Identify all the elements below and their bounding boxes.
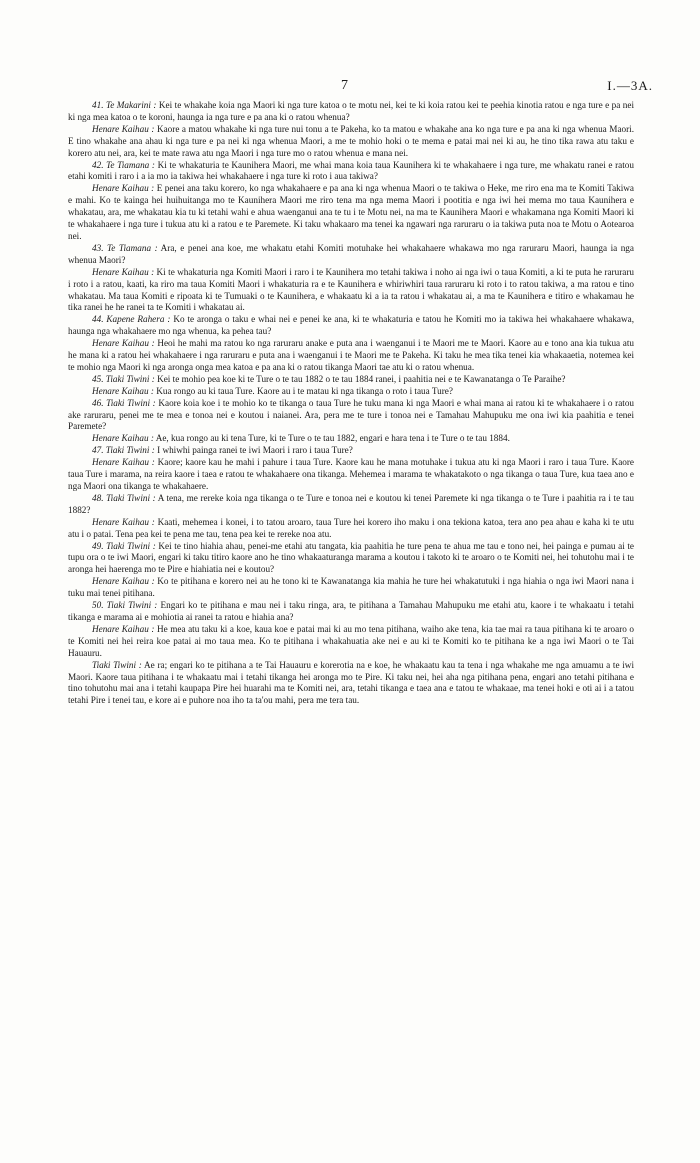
paragraph-text: Ae, kua rongo au ki tena Ture, ki te Ture o te tau 1882, engari e hara tena i te Ture o te tau 1884. <box>155 433 510 444</box>
paragraph-text: Engari ko te pitihana e mau nei i taku ringa, ara, te pitihana a Tamahau Mahupuku me etahi atu, kaore i te whakaatu i tetahi tikanga e marama ai e mohiotia ai ranei ta ratou e hiahia ana? <box>68 600 635 622</box>
transcript-paragraph <box>68 183 634 243</box>
speaker-label: Henare Kaihau : <box>92 576 155 587</box>
transcript-paragraph <box>68 374 634 386</box>
transcript-paragraph <box>68 445 634 457</box>
paragraph-text: Kaati, mehemea i konei, i to tatou aroaro, taua Ture hei korero iho maku i ona tekiona katoa, tera ano pea ahau e kaha ki te utu atu i o patai. Tena pea kei te pena me tau, tena pea kei te rereke noa atu. <box>68 516 635 539</box>
speaker-label: Henare Kaihau : <box>92 183 155 194</box>
paragraph-text: Kaore a matou whakahe ki nga ture nui tonu a te Pakeha, ko ta matou e whakahe ana ko nga ture e pa ana ki nga whenua Maori. E tino whakahe ana ahau ki nga ture e pa nei ki nga whenua Maori, a me te mohio hoki o te mema e patai mai nei ki au, he tino tika rawa atu taku e korero atu nei, ara, kei te mate rawa atu nga Maori i nga ture mo o ratou whenua e mana nei. <box>68 123 635 158</box>
transcript-paragraph <box>68 100 634 124</box>
transcript-paragraph <box>68 660 634 708</box>
speaker-label: Henare Kaihau : <box>92 433 154 444</box>
speaker-label: Henare Kaihau : <box>92 516 155 527</box>
speaker-label: Henare Kaihau : <box>92 623 155 634</box>
transcript-paragraph <box>68 600 634 624</box>
paragraph-text: Ko te pitihana e korero nei au he tono ki te Kawanatanga kia mahia he ture hei whakatutuki i nga hiahia o nga iwi Maori nana i tuku mai tenei pitihana. <box>68 576 634 599</box>
speaker-label: Henare Kaihau : <box>92 457 155 468</box>
transcript-paragraph <box>68 517 634 541</box>
paragraph-text: Heoi he mahi ma ratou ko nga raruraru anake e puta ana i waenganui i te Maori me te Maori. Kaore au e tono ana kia tukua atu he mana ki a ratou hei whakahaere i nga raruraru e puta ana i waenganui i te Maori me te Pakeha. Ki taku he mea tika tenei kia whakaaetia, notemea kei te mohio nga Maori ki nga aronga onga mea katoa e pa ana ki o ratou tikanga Maori tae atu ki o ratou whenua. <box>68 338 635 372</box>
speaker-label: 46. Tiaki Tiwini : <box>92 397 156 408</box>
paragraph-text: He mea atu taku ki a koe, kaua koe e patai mai ki au mo tena pitihana, waiho ake tena, kia tae mai ra taua pitihana ki te aroaro o te Komiti nei hei reira koe patai ai mo taua mea. Ko te pitihana i whakahuatia ake nei e au ki te Komiti ko te pitihana ke a nga iwi Maori o te Tai Hauauru. <box>68 623 635 658</box>
transcript-paragraph <box>68 267 634 315</box>
paragraph-text: Kaore; kaore kau he mahi i pahure i taua Ture. Kaore kau he mana motuhake i tukua atu ki nga Maori i raro i taua Ture. Kaore taua Ture i marama, na reira kaore i taea e ratou te whakahaere ona tikanga. Mehemea i marama te whakatakoto o nga tikanga o taua Ture, kua taea ano e nga Maori ona tikanga te whakahaere. <box>68 457 635 491</box>
paragraph-text: Ki te whakaturia nga Komiti Maori i raro i te Kaunihera mo tetahi takiwa i noho ai nga iwi o taua Komiti, a ki te puta he raruraru i roto i a ratou, kaati, ka riro ma taua Komiti Maori i whakaturia ra e te Kaunihera e whiriwhiri taua raruraru ki roto i to ratou takiwa, a ma ratou e tino whakatau. Ma taua Komiti e ripoata ki te Tumuaki o te Kaunihera, e whakaatu ki a ia ta ratou i whakatau ai, a ma te Kaunihera e titiro e whakamau he tika ranei he he ranei ta te Komiti i whakatau ai. <box>68 266 634 313</box>
paragraph-text: Kei te mohio pea koe ki te Ture o te tau 1882 o te tau 1884 ranei, i paahitia nei e te Kawanatanga o Te Paraihe? <box>157 373 566 384</box>
transcript-paragraph <box>68 243 634 267</box>
transcript-paragraph <box>68 124 634 160</box>
speaker-label: 47. Tiaki Tiwini : <box>92 445 155 456</box>
speaker-label: Henare Kaihau : <box>92 385 154 396</box>
transcript-paragraph <box>68 338 634 374</box>
paragraph-text: Kua rongo au ki taua Ture. Kaore au i te matau ki nga tikanga o roto i taua Ture? <box>156 385 453 396</box>
speaker-label: Henare Kaihau : <box>92 266 155 277</box>
transcript-paragraph <box>68 624 634 660</box>
transcript-body <box>68 100 634 707</box>
transcript-paragraph <box>68 457 634 493</box>
paragraph-text: I whiwhi painga ranei te iwi Maori i raro i taua Ture? <box>157 445 353 456</box>
page-number: 7 <box>341 78 348 93</box>
paragraph-text: Ara, e penei ana koe, me whakatu etahi Komiti motuhake hei whakahaere whakawa mo nga raruraru Maori, haunga ia nga whenua Maori? <box>68 242 634 265</box>
transcript-paragraph <box>68 541 634 577</box>
paragraph-text: A tena, me rereke koia nga tikanga o te Ture e tonoa nei e koutou ki tenei Paremete ki nga tikanga o te Ture i paahitia ra i te tau 1882? <box>68 492 634 515</box>
paragraph-text: Kaore koia koe i te mohio ko te tikanga o taua Ture he tuku mana ki nga Maori e whai mana ai ratou ki te whakahaere i o ratou ake raruraru, penei me te mea e tonoa nei e koutou i naianei. Ara, pera me te ture i tonoa nei e Tamahau Mahupuku me ona iwi kia paahitia e tenei Paremete? <box>68 397 635 432</box>
transcript-paragraph <box>68 160 634 184</box>
paragraph-text: Kei te whakahe koia nga Maori ki nga ture katoa o te motu nei, kei te ki koia ratou kei te peehia kinotia ratou e nga ture e pa nei ki nga mea katoa o te koroni, haunga ia nga ture e pa ana ki o ratou whenua? <box>68 100 634 122</box>
speaker-label: 43. Te Tiamana : <box>92 242 158 253</box>
transcript-paragraph <box>68 576 634 600</box>
transcript-paragraph <box>68 386 634 398</box>
speaker-label: 50. Tiaki Tiwini : <box>92 600 158 611</box>
speaker-label: Henare Kaihau : <box>92 338 155 349</box>
transcript-paragraph <box>68 398 634 434</box>
paragraph-text: Kei te tino hiahia ahau, penei-me etahi atu tangata, kia paahitia he ture pena te ahua me tau e tono nei, hei painga e pumau ai te tupu ora o te iwi Maori, engari ki taku titiro kaore ano he tino whakaaturanga marama a koutou i takoto ki te aroaro o te Komiti nei, hei tohutohu mai i te aronga hei haerenga mo te Pire e hiahiatia nei e koutou? <box>68 540 635 575</box>
speaker-label: Tiaki Tiwini : <box>92 659 142 670</box>
transcript-paragraph <box>68 314 634 338</box>
paragraph-text: Ae ra; engari ko te pitihana a te Tai Hauauru e korerotia na e koe, he whakaatu kau ta tena i nga whakahe me nga amuamu a te iwi Maori. Kaore taua pitihana i te whakaatu mai i tetahi tikanga hei aronga mo te Pire. Ki taku nei, hei aha nga pitihana pena, engari ano tetahi pitihana e tino tohutohu mai ana i tetahi kaupapa Pire hei huarahi ma te Komiti nei, ara, tetahi tikanga e taea ana e tatou te whakaae, ma tenei hoki e oti ai i a tatou tetahi Pire i tenei tau, e kore ai e puhore noa iho ta ta'ou mahi, pera me tera tau. <box>68 659 634 706</box>
paragraph-text: E penei ana taku korero, ko nga whakahaere e pa ana ki nga whenua Maori o te takiwa o Heke, me riro ena ma te Komiti Takiwa e mahi. Ko te kainga hei huihuitanga mo te Kaunihera Maori me riro tena ma nga mema Maori i pootitia e nga iwi hei mema mo taua Kaunihera e whakatau, ara, me whakatau kia tu ki tetahi wahi e ahua waenganui ana te tu i te Motu nei, na ma te Kaunihera Maori e whakamana nga Komiti Maori ki te whakahaere i nga ture i tukua atu ki a ratou e te Paremete. Ki taku whakaaro ma tenei ka ngawari nga raruraru o ia takiwa puta noa te Motu o Aotearoa nei. <box>68 183 635 241</box>
speaker-label: 45. Tiaki Tiwini : <box>92 373 155 384</box>
speaker-label: 48. Tiaki Tiwini : <box>92 492 156 503</box>
speaker-label: 41. Te Makarini : <box>92 100 157 110</box>
transcript-paragraph <box>68 433 634 445</box>
document-reference: I.—3A. <box>607 78 653 93</box>
speaker-label: 42. Te Tiamana : <box>92 159 155 170</box>
paragraph-text: Ki te whakaturia te Kaunihera Maori, me whai mana koia taua Kaunihera ki te whakahaere i nga ture, me whakatu ranei e ratou etahi komiti i raro i a ia mo ia takiwa hei whakahaere i nga ture ki roto i aua takiwa? <box>68 159 634 182</box>
paragraph-text: Ko te aronga o taku e whai nei e penei ke ana, ki te whakaturia e tatou he Komiti mo ia takiwa hei whakahaere whakawa, haunga nga whakahaere mo nga whenua, ka pehea tau? <box>68 314 635 337</box>
speaker-label: Henare Kaihau : <box>92 123 155 134</box>
transcript-paragraph <box>68 493 634 517</box>
speaker-label: 44. Kapene Rahera : <box>92 314 171 325</box>
speaker-label: 49. Tiaki Tiwini : <box>92 540 156 551</box>
page-header <box>0 78 700 98</box>
